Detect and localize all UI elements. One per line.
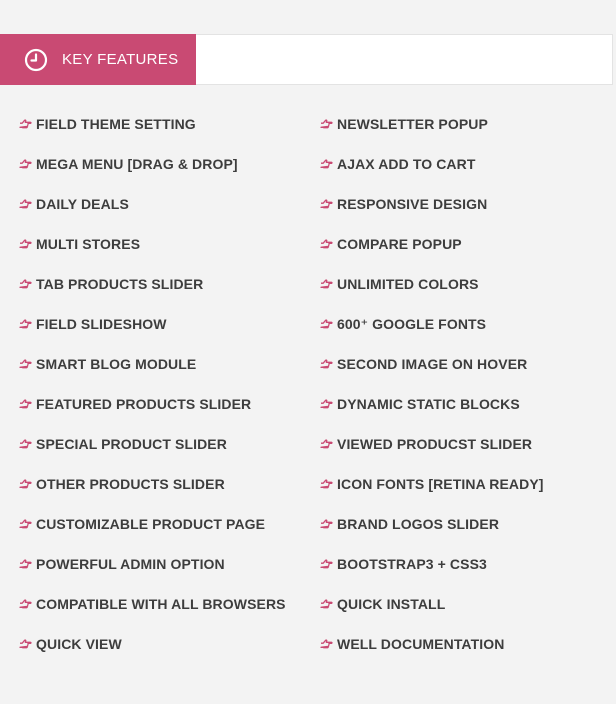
feature-label: VIEWED PRODUCST SLIDER <box>337 436 533 452</box>
hand-pointing-right-icon <box>19 479 32 489</box>
feature-item <box>19 624 286 664</box>
hand-pointing-right-icon <box>320 319 333 329</box>
hand-pointing-right-icon <box>19 599 32 609</box>
hand-pointing-right-icon <box>19 199 32 209</box>
hand-pointing-right-icon <box>19 399 32 409</box>
feature-item <box>320 384 544 424</box>
hand-pointing-right-icon <box>19 159 32 169</box>
feature-item <box>19 464 286 504</box>
hand-pointing-right-icon <box>19 279 32 289</box>
hand-pointing-right-icon <box>320 199 333 209</box>
hand-pointing-right-icon <box>19 559 32 569</box>
feature-label: COMPATIBLE WITH ALL BROWSERS <box>36 596 286 612</box>
hand-pointing-right-icon <box>320 639 333 649</box>
feature-item <box>320 224 544 264</box>
feature-item <box>19 144 286 184</box>
feature-label: OTHER PRODUCTS SLIDER <box>36 476 225 492</box>
feature-label: NEWSLETTER POPUP <box>337 116 488 132</box>
feature-item <box>19 584 286 624</box>
feature-label: UNLIMITED COLORS <box>337 276 479 292</box>
feature-item <box>320 584 544 624</box>
feature-label: QUICK VIEW <box>36 636 122 652</box>
feature-item <box>19 504 286 544</box>
hand-pointing-right-icon <box>19 119 32 129</box>
hand-pointing-right-icon <box>19 519 32 529</box>
hand-pointing-right-icon <box>320 399 333 409</box>
feature-label: DYNAMIC STATIC BLOCKS <box>337 396 520 412</box>
features-right-column <box>320 104 544 664</box>
feature-label: RESPONSIVE DESIGN <box>337 196 488 212</box>
feature-item <box>19 424 286 464</box>
feature-label: CUSTOMIZABLE PRODUCT PAGE <box>36 516 266 532</box>
feature-label: COMPARE POPUP <box>337 236 462 252</box>
hand-pointing-right-icon <box>320 279 333 289</box>
hand-pointing-right-icon <box>320 559 333 569</box>
hand-pointing-right-icon <box>320 359 333 369</box>
feature-item <box>320 624 544 664</box>
feature-label: SECOND IMAGE ON HOVER <box>337 356 528 372</box>
feature-item <box>19 184 286 224</box>
feature-label: WELL DOCUMENTATION <box>337 636 505 652</box>
feature-label: BOOTSTRAP3 + CSS3 <box>337 556 487 572</box>
section-title: KEY FEATURES <box>62 51 179 68</box>
feature-item <box>320 144 544 184</box>
feature-item <box>320 304 544 344</box>
feature-item <box>320 504 544 544</box>
feature-item <box>19 384 286 424</box>
feature-item <box>320 264 544 304</box>
feature-label: MULTI STORES <box>36 236 141 252</box>
hand-pointing-right-icon <box>320 239 333 249</box>
hand-pointing-right-icon <box>320 119 333 129</box>
hand-pointing-right-icon <box>19 239 32 249</box>
feature-item <box>320 184 544 224</box>
feature-label: QUICK INSTALL <box>337 596 446 612</box>
hand-pointing-right-icon <box>19 359 32 369</box>
hand-pointing-right-icon <box>320 479 333 489</box>
feature-label: 600⁺ GOOGLE FONTS <box>337 315 487 332</box>
features-left-column <box>19 104 286 664</box>
feature-label: SPECIAL PRODUCT SLIDER <box>36 436 227 452</box>
feature-item <box>320 464 544 504</box>
section-header <box>0 34 196 85</box>
feature-item <box>320 344 544 384</box>
feature-item <box>320 104 544 144</box>
feature-label: FEATURED PRODUCTS SLIDER <box>36 396 252 412</box>
feature-label: TAB PRODUCTS SLIDER <box>36 276 204 292</box>
hand-pointing-right-icon <box>320 159 333 169</box>
hand-pointing-right-icon <box>19 639 32 649</box>
feature-item <box>19 544 286 584</box>
feature-label: SMART BLOG MODULE <box>36 356 197 372</box>
feature-label: BRAND LOGOS SLIDER <box>337 516 500 532</box>
feature-item <box>19 104 286 144</box>
feature-item <box>19 304 286 344</box>
hand-pointing-right-icon <box>19 319 32 329</box>
feature-label: FIELD SLIDESHOW <box>36 316 167 332</box>
feature-label: ICON FONTS [RETINA READY] <box>337 476 544 492</box>
feature-item <box>320 544 544 584</box>
feature-item <box>19 264 286 304</box>
feature-label: MEGA MENU [DRAG & DROP] <box>36 156 238 172</box>
hand-pointing-right-icon <box>320 519 333 529</box>
feature-item <box>19 224 286 264</box>
feature-label: FIELD THEME SETTING <box>36 116 196 132</box>
feature-label: AJAX ADD TO CART <box>337 156 476 172</box>
hand-pointing-right-icon <box>19 439 32 449</box>
hand-pointing-right-icon <box>320 599 333 609</box>
feature-label: POWERFUL ADMIN OPTION <box>36 556 225 572</box>
feature-item <box>19 344 286 384</box>
feature-label: DAILY DEALS <box>36 196 129 212</box>
feature-item <box>320 424 544 464</box>
clock-icon <box>24 48 48 72</box>
hand-pointing-right-icon <box>320 439 333 449</box>
